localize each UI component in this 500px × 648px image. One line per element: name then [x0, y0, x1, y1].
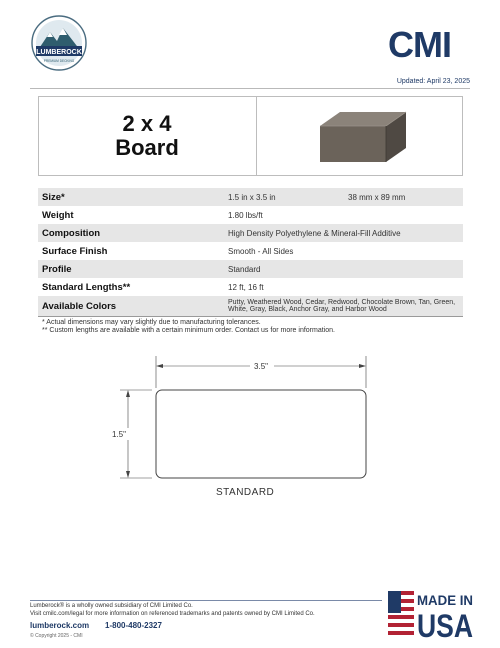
footnote-custom-lengths: ** Custom lengths are available with a certain minimum order. Contact us for more information. [42, 326, 335, 334]
profile-name-label: STANDARD [216, 487, 275, 498]
lumberock-logo-tagline: PREMIUM DECKING [43, 59, 75, 63]
product-title [38, 112, 256, 160]
spec-value: Putty, Weathered Wood, Cedar, Redwood, Chocolate Brown, Tan, Green, White, Gray, Black, Anchor Gray, and Harbor Wood [228, 298, 456, 313]
spec-value: High Density Polyethylene & Mineral-Fill Additive [228, 228, 401, 238]
spec-value: Standard [228, 264, 261, 274]
spec-label: Surface Finish [42, 245, 108, 257]
spec-value: 1.5 in x 3.5 in [228, 192, 276, 202]
spec-label: Weight [42, 209, 74, 221]
us-flag-icon [388, 591, 414, 637]
header-divider [30, 88, 470, 89]
footer-legal-text: Visit cmilc.com/legal for more information on referenced trademarks and patents owned by CMI Limited Co. [30, 611, 315, 617]
copyright-text: © Copyright 2025 - CMI [30, 633, 83, 639]
height-dimension-label: 1.5" [112, 430, 126, 439]
cmi-logo [388, 24, 470, 65]
footer-divider [30, 600, 382, 601]
product-title-line1: 2 x 4 [122, 111, 172, 136]
spec-table [38, 188, 463, 316]
spec-row-size [38, 188, 463, 206]
product-title-line2: Board [115, 135, 179, 160]
title-box-divider [256, 96, 257, 176]
lumberock-logo [30, 14, 88, 72]
spec-label: Composition [42, 227, 101, 239]
phone-number: 1-800-480-2327 [105, 621, 162, 630]
updated-date: Updated: April 23, 2025 [396, 78, 470, 85]
spec-value: 12 ft, 16 ft [228, 282, 264, 292]
spec-label: Available Colors [42, 300, 117, 312]
width-dimension-label: 3.5" [254, 362, 268, 371]
spec-row-standard-lengths [38, 278, 463, 296]
spec-label: Profile [42, 263, 72, 275]
cmi-logo-text: CMI [388, 24, 451, 65]
made-in-text: MADE IN [417, 592, 473, 608]
spec-label: Size* [42, 191, 65, 203]
spec-row-weight [38, 206, 463, 224]
footnote-tolerance: * Actual dimensions may vary slightly due to manufacturing tolerances. [42, 319, 261, 326]
spec-row-surface-finish [38, 242, 463, 260]
spec-label: Standard Lengths** [42, 281, 131, 293]
footnotes [42, 319, 335, 334]
made-in-usa-badge [388, 587, 474, 644]
lumberock-logo-text: LUMBEROCK [36, 49, 82, 56]
footer-subsidiary-text: Lumberock® is a wholly owned subsidiary of CMI Limited Co. [30, 603, 193, 609]
board-render-image [312, 106, 412, 166]
spec-value-metric: 38 mm x 89 mm [348, 192, 406, 202]
spec-value: 1.80 lbs/ft [228, 210, 263, 220]
spec-row-available-colors [38, 296, 463, 316]
usa-text: USA [417, 608, 473, 644]
table-bottom-rule [38, 316, 463, 317]
website-link[interactable]: lumberock.com [30, 621, 90, 630]
spec-row-profile [38, 260, 463, 278]
spec-row-composition [38, 224, 463, 242]
spec-value: Smooth - All Sides [228, 246, 294, 256]
